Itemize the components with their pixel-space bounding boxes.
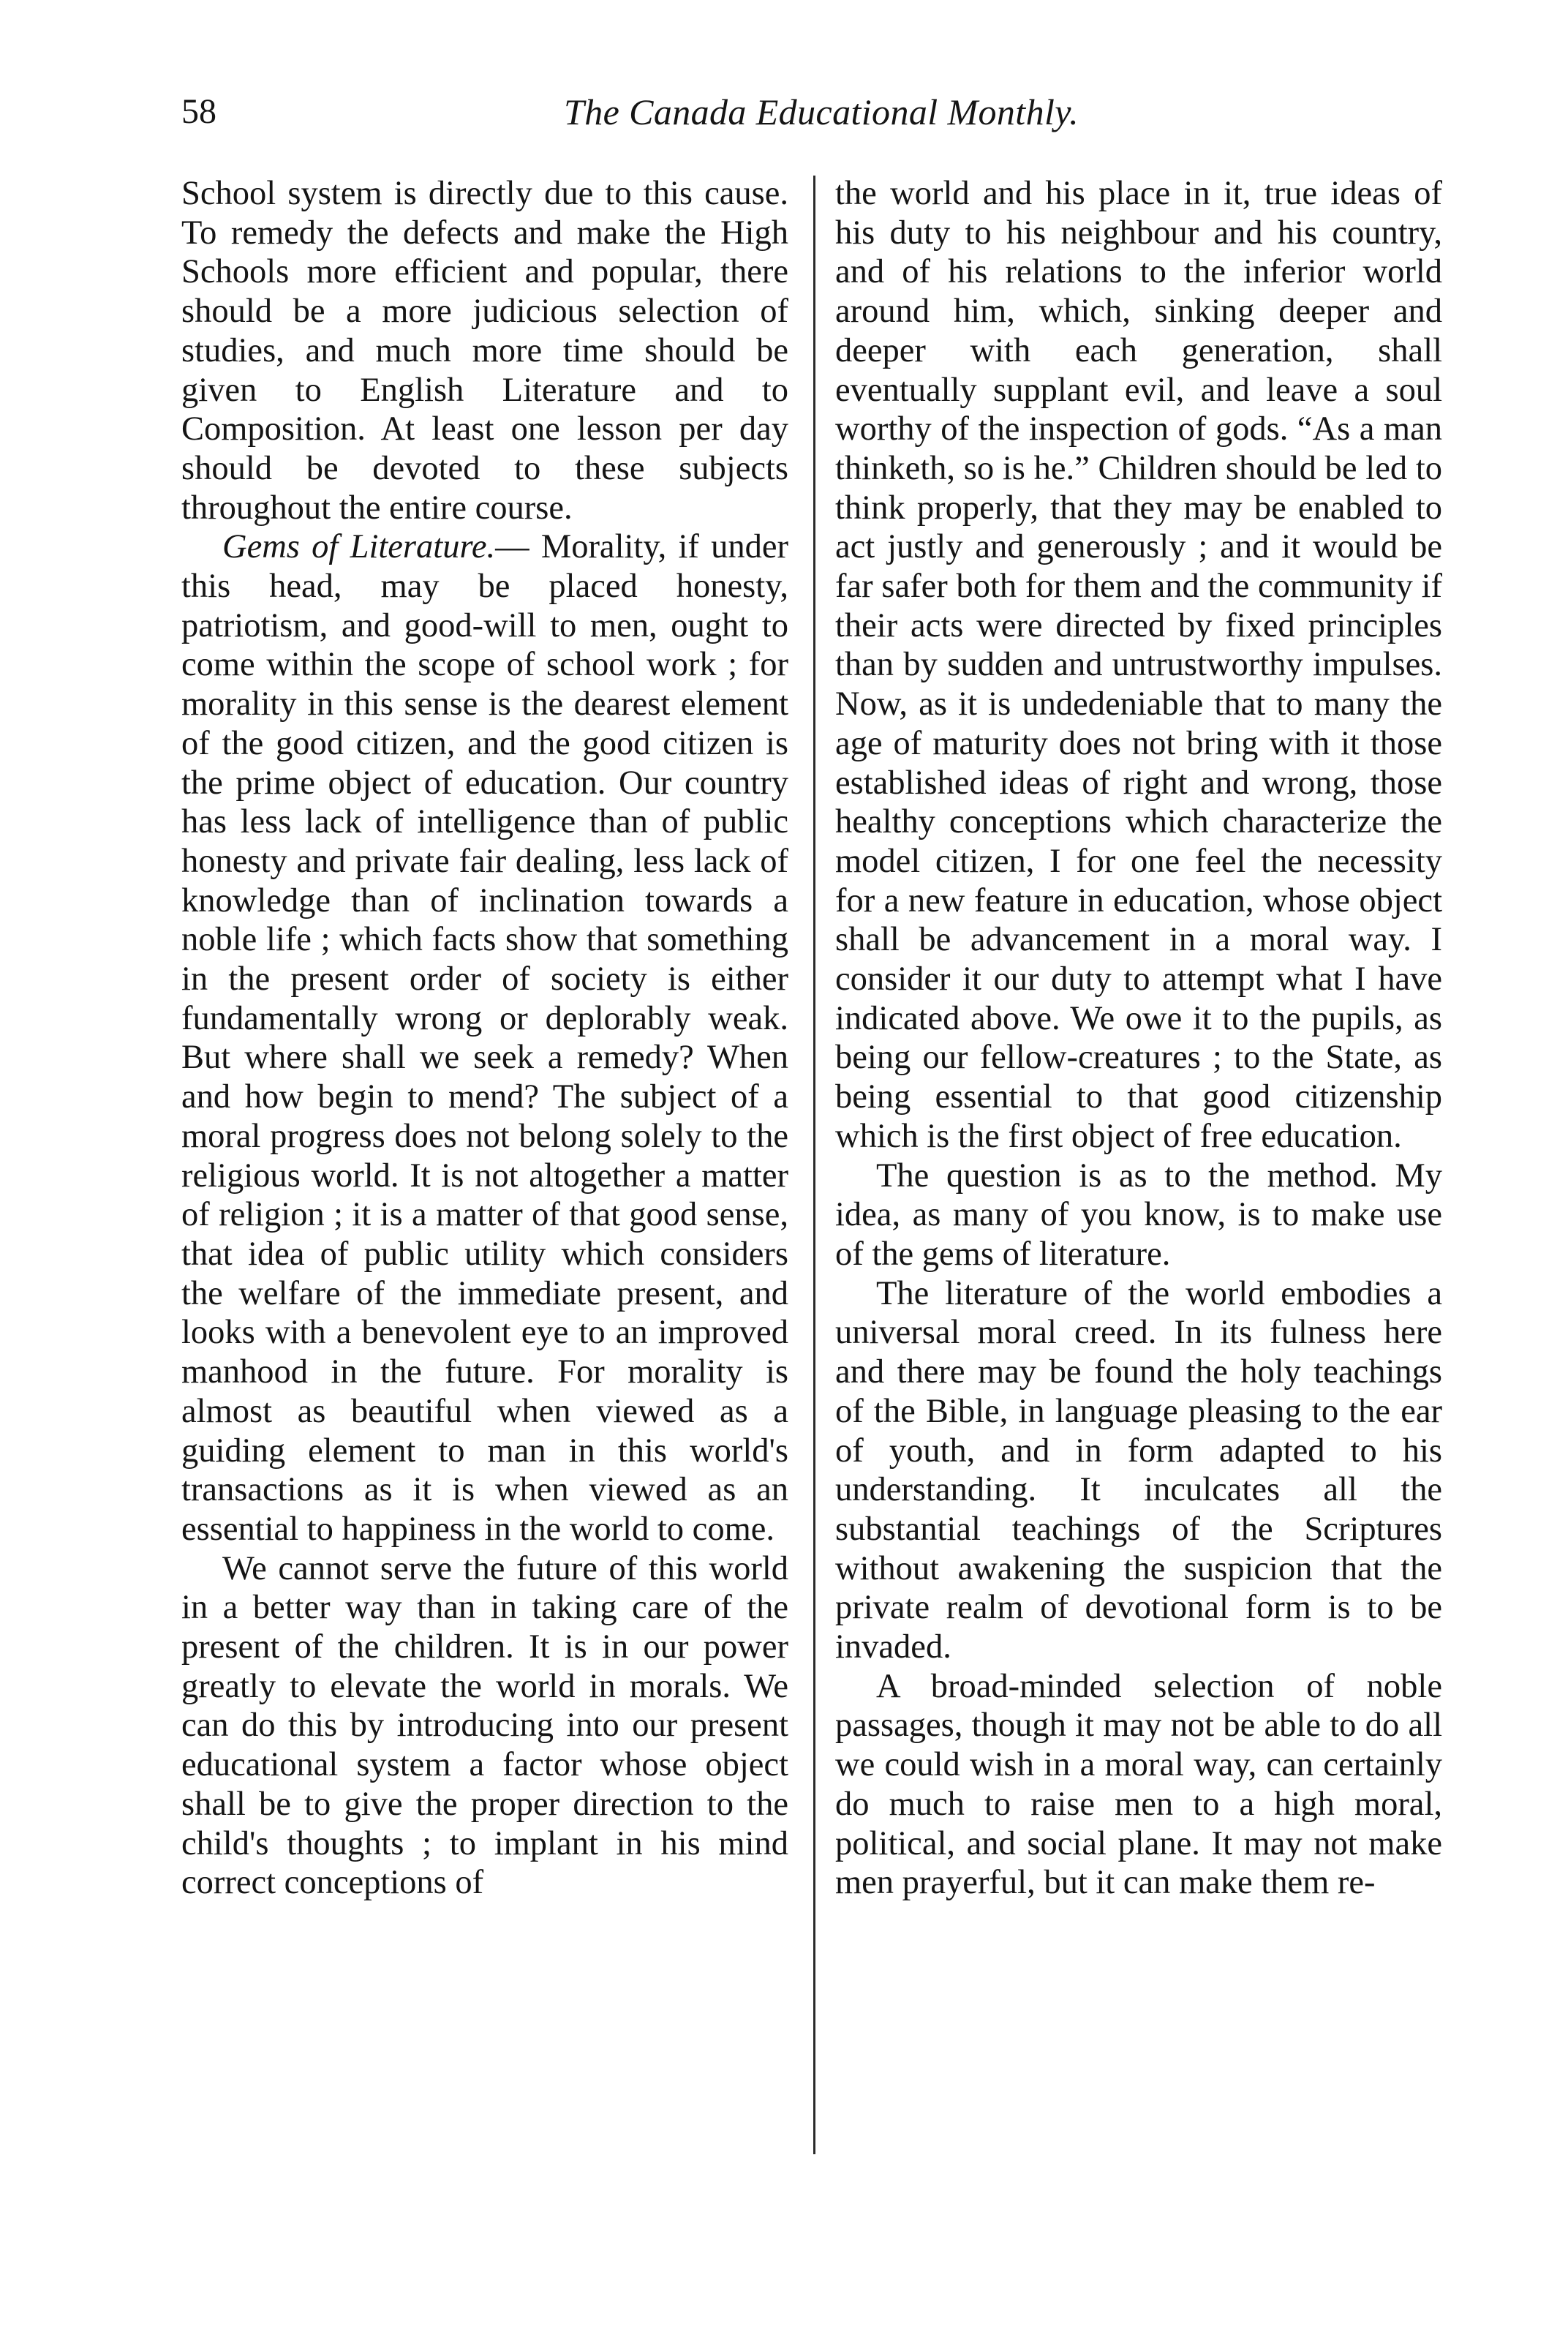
paragraph-the-world: the world and his place in it, true ideas of his duty to his neighbour and his country, and of his relations to the inferior world around him, which, sinking deeper and deeper with each generation, shall eventually supplant evil, and leave a soul worthy of the inspection of gods. “As a man thinketh, so is he.” Children should be led to think properly, that they may be enabled to act justly and generously ; and it would be far safer both for them and the community if their acts were directed by fixed principles than by sudden and untrustworthy impulses. Now, as it is undedeniable that to many the age of maturity does not bring with it those established ideas of right and wrong, those healthy conceptions which characterize the model citizen, I for one feel the necessity for a new feature in education, whose object shall be advancement in a moral way. I consider it our duty to attempt what I have indicated above. We owe it to the pupils, as being our fellow-creatures ; to the State, as being essential to that good citizenship which is the first object of free education. <box>835 175 1442 1155</box>
left-column <box>181 174 788 1903</box>
right-column <box>835 174 1442 1903</box>
page-number: 58 <box>181 92 216 131</box>
section-heading: Gems of Literature. <box>222 528 496 566</box>
paragraph-noble-passages: A broad-minded selection of noble passages, though it may not be able to do all we could wish in a moral way, can certainly do much to raise men to a high moral, political, and social plane. It may not make men prayerful, but it can make them re- <box>835 1667 1442 1902</box>
paragraph-literature-creed: The literature of the world embodies a universal moral creed. In its fulness here and there may be found the holy teachings of the Bible, in language pleasing to the ear of youth, and in form adapted to his understanding. It inculcates all the substantial teachings of the Scriptures without awakening the suspicion that the private realm of devotional form is to be invaded. <box>835 1274 1442 1666</box>
paragraph-text: Morality, if under this head, may be placed honesty, patriotism, and good-will to men, ought to come within the scope of school work ; for morality in this sense is the dearest element of the good citizen, and the good citizen is the prime object of education. Our country has less lack of intelligence than of public honesty and private fair dealing, less lack of knowledge than of inclination towards a noble life ; which facts show that something in the present order of society is either fundamentally wrong or deplorably weak. But where shall we seek a remedy? When and how begin to mend? The subject of a moral progress does not belong solely to the religious world. It is not altogether a matter of religion ; it is a matter of that good sense, that idea of public utility which considers the welfare of the immediate present, and looks with a benevolent eye to an improved manhood in the future. For morality is almost as beautiful when viewed as a guiding element to man in this world's transactions as it is when viewed as an essential to happiness in the world to come. <box>181 528 788 1548</box>
column-divider <box>813 176 815 2154</box>
paragraph-serve-the-future: We cannot serve the future of this world in a better way than in taking care of the present of the children. It is in our power greatly to elevate the world in morals. We can do this by introducing into our present educational system a factor whose object shall be to give the proper direction to the child's thoughts ; to implant in his mind correct conceptions of <box>181 1549 788 1902</box>
page-header <box>181 86 1461 138</box>
heading-dash: — <box>495 528 529 566</box>
paragraph-school-system: School system is directly due to this cause. To remedy the defects and make the High Schools more efficient and popular, there should be a more judicious selection of studies, and much more time should be given to English Literature and to Composition. At least one lesson per day should be devoted to these subjects throughout the entire course. <box>181 175 788 527</box>
paragraph-method: The question is as to the method. My idea, as many of you know, is to make use of the gems of literature. <box>835 1156 1442 1273</box>
paragraph-gems-of-literature <box>181 527 788 1549</box>
running-title: The Canada Educational Monthly. <box>563 91 1079 132</box>
